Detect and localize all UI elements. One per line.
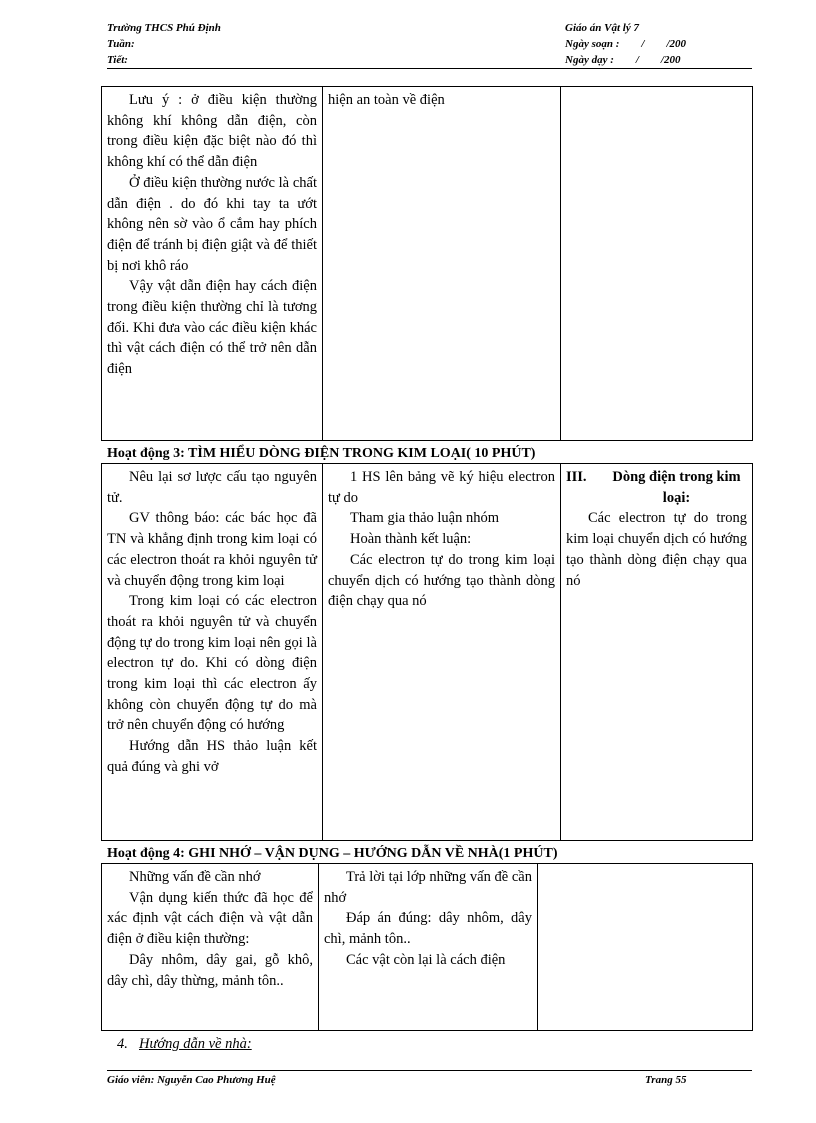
header-rule xyxy=(107,68,752,69)
paragraph: Các electron tự do trong kim loại chuyển dịch có hướng tạo thành dòng điện chạy qua nó xyxy=(566,510,747,589)
week-label: Tuần: xyxy=(107,38,135,50)
student-activity-cell xyxy=(319,864,538,1031)
paragraph: Hoàn thành kết luận: xyxy=(350,531,472,548)
section-number: III. xyxy=(566,469,587,485)
teacher-activity-cell xyxy=(102,464,323,841)
student-activity-cell xyxy=(323,87,561,441)
paragraph: Lưu ý : ở điều kiện thường không khí không dẫn điện, còn trong điều kiện đặc biệt nào đó thì không khí có thể dẫn điện xyxy=(107,92,317,171)
section-title xyxy=(566,467,747,508)
paragraph: Trong kim loại có các electron thoát ra khỏi nguyên tử và chuyển động tự do trong kim loại nên gọi là electron tự do. Khi có dòng điện trong kim loại thì các electron ấy không còn chuyển động tự do mà trở nên chuyển động có hướng xyxy=(107,593,317,734)
section-title-text: Dòng điện trong kim loại: xyxy=(612,469,741,506)
paragraph: Ở điều kiện thường nước là chất dẫn điện . do đó khi tay ta ướt không nên sờ vào ổ cắm hay phích điện để tránh bị điện giật và để thiết bị nơi khô ráo xyxy=(107,174,317,274)
page-number: Trang 55 xyxy=(645,1074,687,1086)
paragraph: Các vật còn lại là cách điện xyxy=(346,951,506,968)
paragraph: GV thông báo: các bác học đã TN và khẳng định trong kim loại có các electron thoát ra khỏi nguyên tử và chuyển động trong kim loại xyxy=(107,510,317,589)
student-activity-cell xyxy=(323,464,561,841)
teacher-activity-cell xyxy=(102,864,319,1031)
paragraph: Các electron tự do trong kim loại chuyển dịch có hướng tạo thành dòng điện chạy qua nó xyxy=(328,551,555,610)
paragraph: Những vấn đề cần nhớ xyxy=(129,869,261,885)
teaching-date: Ngày dạy : / /200 xyxy=(565,54,681,66)
content-cell xyxy=(561,87,753,441)
activity-4-table xyxy=(101,863,753,1031)
paragraph: Tham gia thảo luận nhóm xyxy=(350,510,499,527)
homework-heading xyxy=(117,1036,252,1053)
teacher-activity-cell xyxy=(102,87,323,441)
paragraph: Đáp án đúng: dây nhôm, dây chì, mảnh tôn.. xyxy=(324,910,532,948)
content-cell xyxy=(538,864,753,1031)
paragraph: 1 HS lên bảng vẽ ký hiệu electron tự do xyxy=(328,469,555,506)
paragraph: hiện an toàn về điện xyxy=(328,92,445,108)
paragraph: Vậy vật dẫn điện hay cách điện trong điều kiện thường chỉ là tương đối. Khi đưa vào các điều kiện khác thì vật cách điện có thể trở nên dẫn điện xyxy=(107,278,317,378)
document-title: Giáo án Vật lý 7 xyxy=(565,22,639,34)
school-name: Trường THCS Phú Định xyxy=(107,22,221,34)
preparation-date: Ngày soạn : / /200 xyxy=(565,38,686,50)
paragraph: Nêu lại sơ lược cấu tạo nguyên tử. xyxy=(107,469,317,506)
homework-label: Hướng dẫn về nhà: xyxy=(139,1036,252,1052)
continuation-table xyxy=(101,86,753,441)
activity-4-heading: Hoạt động 4: GHI NHỚ – VẬN DỤNG – HƯỚNG DẪN VỀ NHÀ(1 PHÚT) xyxy=(107,846,558,861)
teacher-name: Giáo viên: Nguyễn Cao Phương Huệ xyxy=(107,1074,276,1086)
paragraph: Vận dụng kiến thức đã học để xác định vật cách điện và vật dẫn điện ở điều kiện thường: xyxy=(107,889,313,948)
activity-3-table xyxy=(101,463,753,841)
paragraph: Hướng dẫn HS thảo luận kết quả đúng và ghi vở xyxy=(107,738,317,775)
paragraph: Dây nhôm, dây gai, gỗ khô, dây chì, dây thừng, mảnh tôn.. xyxy=(107,951,313,989)
period-label: Tiết: xyxy=(107,54,128,66)
paragraph: Trả lời tại lớp những vấn đề cần nhớ xyxy=(324,869,532,906)
homework-number: 4. xyxy=(117,1036,128,1052)
footer-rule xyxy=(107,1070,752,1071)
activity-3-heading: Hoạt động 3: TÌM HIỂU DÒNG ĐIỆN TRONG KIM LOẠI( 10 PHÚT) xyxy=(107,446,536,461)
content-cell xyxy=(561,464,753,841)
